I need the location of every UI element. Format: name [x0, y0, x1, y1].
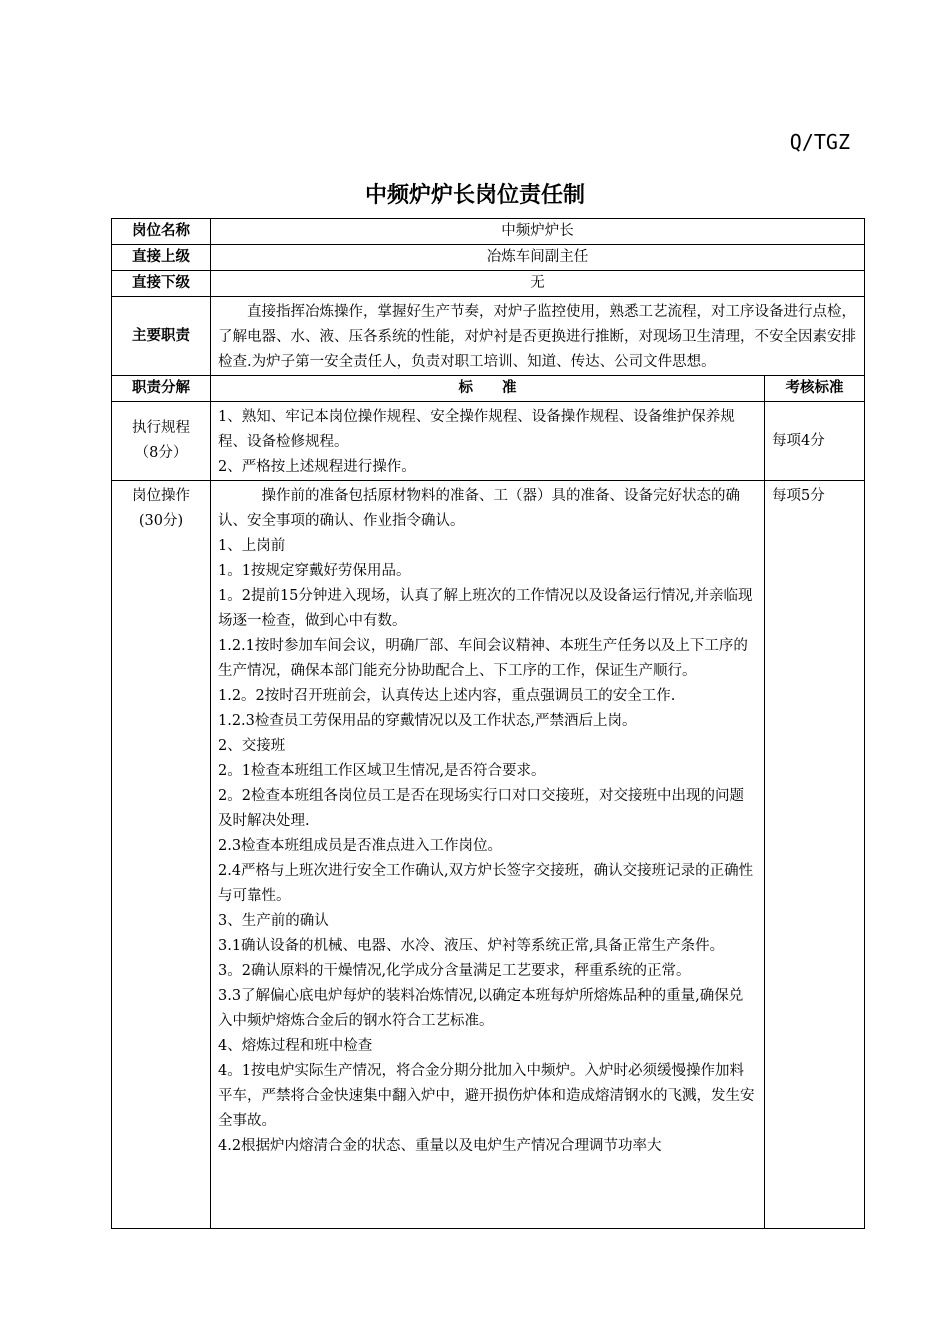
column-header: 考核标准 — [765, 376, 865, 402]
standard-line: 3。2确认原料的干燥情况,化学成分含量满足工艺要求，秤重系统的正常。 — [218, 963, 691, 979]
standard-line: 3、生产前的确认 — [218, 913, 329, 929]
standard-cell — [211, 481, 765, 1229]
table-row — [112, 245, 865, 271]
direct-superior-value: 冶炼车间副主任 — [211, 245, 865, 271]
assessment-cell: 每项5分 — [765, 481, 865, 1229]
standard-line: 1.2。2按时召开班前会，认真传达上述内容，重点强调员工的安全工作. — [218, 688, 676, 704]
position-name-value: 中频炉炉长 — [211, 219, 865, 245]
assessment-cell: 每项4分 — [765, 402, 865, 481]
page-title: 中频炉炉长岗位责任制 — [364, 183, 585, 208]
table-row — [112, 481, 865, 1229]
row-label: 直接下级 — [112, 271, 211, 297]
direct-subordinate-value: 无 — [211, 271, 865, 297]
table-header-row — [112, 376, 865, 402]
row-label: 岗位名称 — [112, 219, 211, 245]
duty-category — [112, 481, 211, 1229]
standard-line: 2、严格按上述规程进行操作。 — [218, 459, 416, 475]
row-label: 主要职责 — [112, 297, 211, 376]
standard-line: 2.4严格与上班次进行安全工作确认,双方炉长签字交接班，确认交接班记录的正确性与可靠性。 — [218, 863, 754, 904]
duty-points: (30分) — [138, 513, 184, 529]
standard-line: 4。1按电炉实际生产情况，将合金分期分批加入中频炉。入炉时必须缓慢操作加料平车，严禁将合金快速集中翻入炉中，避开损伤炉体和造成熔清钢水的飞溅，发生安全事故。 — [218, 1063, 755, 1129]
standard-intro: 操作前的准备包括原材物料的准备、工（器）具的准备、设备完好状态的确认、安全事项的确认、作业指令确认。 — [218, 488, 740, 529]
standard-line: 2.3检查本班组成员是否准点进入工作岗位。 — [218, 838, 503, 854]
row-label: 直接上级 — [112, 245, 211, 271]
standard-line: 2。1检查本班组工作区域卫生情况,是否符合要求。 — [218, 763, 546, 779]
table-row — [112, 297, 865, 376]
duty-table — [111, 218, 865, 1229]
standard-cell — [211, 402, 765, 481]
column-header: 职责分解 — [112, 376, 211, 402]
document-code: Q/TGZ — [789, 130, 850, 154]
main-duty-text: 直接指挥冶炼操作，掌握好生产节奏，对炉子监控使用，熟悉工艺流程，对工序设备进行点检，了解电器、水、液、压各系统的性能，对炉衬是否更换进行推断，对现场卫生清理，不安全因素安排检查.为炉子第一安全责任人，负责对职工培训、知道、传达、公司文件思想。 — [211, 297, 865, 376]
standard-line: 1。1按规定穿戴好劳保用品。 — [218, 563, 411, 579]
table-row — [112, 271, 865, 297]
table-row — [112, 219, 865, 245]
standard-line: 1、熟知、牢记本岗位操作规程、安全操作规程、设备操作规程、设备维护保养规程、设备检修规程。 — [218, 409, 735, 450]
standard-line: 3.3了解偏心底电炉每炉的装料冶炼情况,以确定本班每炉所熔炼品种的重量,确保兑入中频炉熔炼合金后的钢水符合工艺标准。 — [218, 988, 744, 1029]
standard-line: 1。2提前15分钟进入现场，认真了解上班次的工作情况以及设备运行情况,并亲临现场逐一检查，做到心中有数。 — [218, 588, 753, 629]
duty-name: 岗位操作 — [132, 488, 190, 504]
column-header: 标 准 — [211, 376, 765, 402]
standard-line: 2、交接班 — [218, 738, 286, 754]
standard-line: 2。2检查本班组各岗位员工是否在现场实行口对口交接班，对交接班中出现的问题及时解决处理. — [218, 788, 744, 829]
duty-points: （8分） — [134, 445, 188, 461]
table-row — [112, 402, 865, 481]
standard-line: 4、熔炼过程和班中检查 — [218, 1038, 373, 1054]
standard-line: 4.2根据炉内熔清合金的状态、重量以及电炉生产情况合理调节功率大 — [218, 1138, 662, 1154]
duty-name: 执行规程 — [132, 420, 190, 436]
duty-category — [112, 402, 211, 481]
standard-line: 1.2.1按时参加车间会议，明确厂部、车间会议精神、本班生产任务以及上下工序的生产情况，确保本部门能充分协助配合上、下工序的工作，保证生产顺行。 — [218, 638, 748, 679]
standard-line: 1.2.3检查员工劳保用品的穿戴情况以及工作状态,严禁酒后上岗。 — [218, 713, 637, 729]
standard-line: 1、上岗前 — [218, 538, 286, 554]
standard-line: 3.1确认设备的机械、电器、水冷、液压、炉衬等系统正常,具备正常生产条件。 — [218, 938, 725, 954]
